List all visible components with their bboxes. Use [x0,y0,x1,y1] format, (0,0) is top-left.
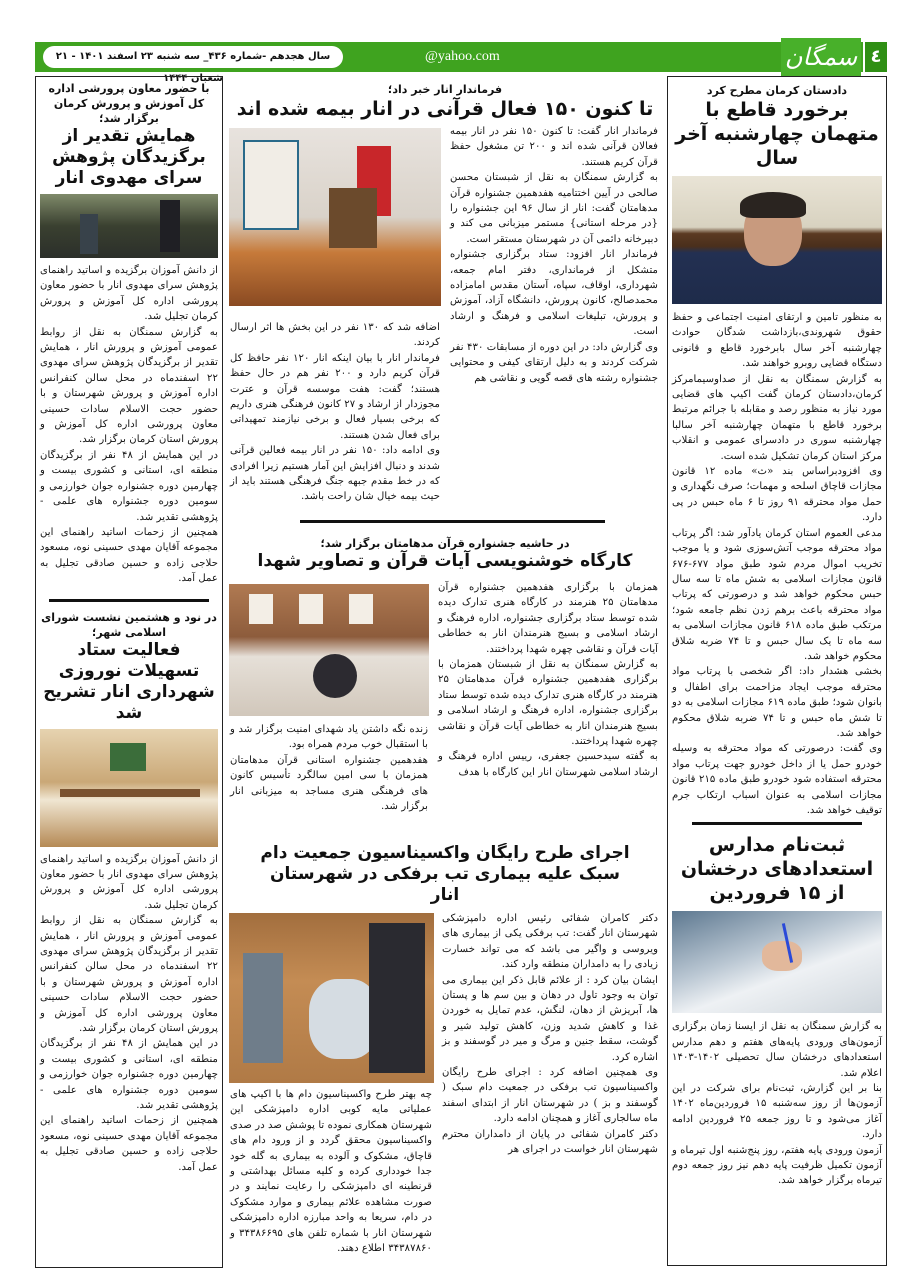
article-body-left [226,1087,436,1256]
divider [692,822,862,825]
article-headline: برخورد قاطع با متهمان چهارشنبه آخر سال [675,99,879,169]
paragraph: به گزارش سمنگان به نقل از روابط عمومی آموزش و پرورش انار ، همایش تقدیر از برگزیدگان پژوهش سرای مهدوی ۲۲ اسفندماه در محل سالن کنفرانس اداره آموزش و پرورش شهرستان و با حضور حجت الاسلام سادات حسینی معاون پرورشی اداره کل آموزش و پرورش استان کرمان برگزار شد. [40,326,218,446]
article-body [36,263,222,587]
page-number: ٤ [863,42,887,72]
paragraph: همچنین از زحمات اساتید راهنمای این مجموعه آقایان مهدی حسینی نوه، مسعود حلاجی زاده و حسین صادقی تجلیل به عمل آمد. [40,1115,218,1173]
paragraph: چه بهتر طرح واکسیناسیون دام ها با اکیپ های عملیاتی مایه کوبی اداره دامپزشکی این شهرستان همکاری نموده تا پوشش صد در صدی واکسیناسیون محقق گردد و از ورود دام های قاچاق، مشکوک و آلوده به بیماری به گله خود جدا خودداری کرده و کلیه مسائل بهداشتی و قرنطینه ای دامپزشکی را رعایت نمایند و در صورت مشاهده علائم بیماری و موارد مشکوک در دام، سریعا به واحد مبارزه اداره دامپزشکی شهرستان انار با شماره تلفن های ۳۴۳۸۶۶۹۵ و ۳۴۳۸۷۸۶۰ اطلاع دهند. [230,1089,432,1255]
article-headline: ثبت‌نام مدارس استعدادهای درخشان از ۱۵ فروردین [680,834,874,905]
paragraph: فرماندار انار افزود: ستاد برگزاری جشنواره متشکل از فرمانداری، دفتر امام جمعه، شهرداری، اوقاف، سپاه، آستان مقدس امامزاده محمدصالح، کانون پرورش، دانشگاه آزاد، آموزش و پرورش، تبلیغات اسلامی و فرهنگ و ارشاد است. [450,249,658,338]
article-calligraphy-workshop [226,530,664,830]
festival-photo [229,128,441,306]
article-kicker: در حاشیه جشنواره قرآن مدهامتان برگزار شد؛ [320,537,570,550]
masthead [35,42,887,84]
paragraph: بنا بر این گزارش، ثبت‌نام برای شرکت در این آزمون‌ها از روز سه‌شنبه ۱۵ فروردین‌ماه ۱۴۰۲ آغاز می‌شود و تا روز جمعه ۲۵ فروردین ادامه دارد. [672,1083,882,1141]
left-column [35,76,223,1268]
masthead-dateline: سال هجدهم -شماره ۴۳۶_ سه شنبه ۲۳ اسفند ۱۴۰۱ - ۲۱ شعبان ۱۴۴۴ [43,46,343,68]
masthead-email: @yahoo.com [425,49,500,64]
exam-photo [672,911,882,1013]
article-headline: کارگاه خوشنویسی آیات قرآن و تصاویر شهدا [257,551,633,571]
paragraph: در این همایش از ۴۸ نفر از برگزیدگان منطقه ای، استانی و کشوری بیست و چهارمین دوره جشنواره جوان خوارزمی و سومین دوره جشنواره های علمی - پژوهشی تقدیر شد. [40,449,218,523]
article-body-left [226,320,444,505]
paragraph: وی گفت: درصورتی که مواد محترقه به وسیله خودرو حمل یا از داخل خودرو جهت پرتاب مواد محترقه استفاده شود خودرو طبق ماده ۲۱۵ قانون مجازات اسلامی به عنوان اسباب ارتکاب جرم توقیف خواهد شد. [672,743,882,816]
article-body-right [434,580,662,780]
article-body [668,310,886,818]
newspaper-logo: سمگان [781,38,861,76]
paragraph: به گزارش سمنگان به نقل از ایسنا زمان برگزاری آزمون‌های ورودی پایه‌های هفتم و دهم مدارس استعدادهای درخشان سال تحصیلی ۱۴۰۲-۱۴۰۳ اعلام شد. [672,1021,882,1079]
paragraph: به گفته سیدحسین جعفری، رییس اداره فرهنگ و ارشاد اسلامی شهرستان انار این کارگاه با هدف [438,751,658,778]
paragraph: هفدهمین جشنواره استانی قرآن مدهامتان همزمان با سی امین سالگرد تأسیس کانون های فرهنگی هنری مساجد به میزبانی انار برگزار شد. [230,754,428,813]
paragraph: همزمان با برگزاری هفدهمین جشنواره قرآن مدهامتان ۲۵ هنرمند در کارگاه هنری تدارک دیده شده توسط ستاد برگزاری جشنواره، اداره فرهنگ و ارشاد اسلامی و بسیج هنرمندان انار به خطاطی آیات قرآن و نقاشی چهره شهدا پرداختند. [438,582,658,655]
paragraph: بخشی هشدار داد: اگر شخصی با پرتاب مواد محترقه موجب ایجاد مزاحمت برای اطفال و بانوان شود؛ طبق ماده ۶۱۹ مجازات اسلامی به دو تا شش ماه حبس و تا ۷۴ ضربه شلاق محکوم خواهد شد. [672,666,882,739]
paragraph: به گزارش سمنگان به نقل از روابط عمومی آموزش و پرورش انار ، همایش تقدیر از برگزیدگان پژوهش سرای مهدوی ۲۲ اسفندماه در محل سالن کنفرانس اداره آموزش و پرورش شهرستان و با حضور حجت الاسلام سادات حسینی معاون پرورشی اداره کل آموزش و پرورش استان کرمان برگزار شد. [40,915,218,1034]
article-research-ceremony [36,77,222,587]
article-vaccination [226,843,664,1263]
article-nowruz-facilities [36,610,222,1176]
article-kicker: در نود و هشتمین نشست شورای اسلامی شهر؛ [41,610,217,639]
right-column [667,76,887,1266]
article-headline: تا کنون ۱۵۰ فعال قرآنی در انار بیمه شده اند [236,98,654,120]
prosecutor-photo [672,176,882,304]
paragraph: به گزارش سمنگان به نقل از صداوسیمامرکز کرمان،دادستان کرمان گفت اکیپ های قضایی مورد نیاز به منظور رصد و مقابله با جرائم مرتبط برخورد قاطع با متهمان چهارشنبه آخر سالبا چهارشنبه سوری در دادسرای عمومی و انقلاب مرکز استان کرمان تشکیل شده است. [672,373,882,462]
paragraph: از دانش آموزان برگزیده و اساتید راهنمای پژوهش سرای مهدوی انار با حضور معاون پرورشی اداره کل آموزش و پرورش کرمان تجلیل شد. [40,265,218,323]
article-quran-insurance [226,76,664,506]
article-headline: همایش تقدیر از برگزیدگان پژوهش سرای مهدوی انار [52,126,206,188]
council-photo [40,729,218,847]
article-body-right [446,124,662,386]
ceremony-photo [40,194,218,258]
article-headline: فعالیت ستاد تسهیلات نوروزی شهرداری انار تشریح شد [43,639,215,723]
paragraph: به گزارش سمنگان به نقل از شبستان همزمان با برگزاری هفدهمین جشنواره قرآن مدهامتان ۲۵ هنرمند در کارگاه هنری تدارک دیده شده توسط ستاد برگزاری جشنواره، اداره فرهنگ و ارشاد اسلامی و بسیج هنرمندان انار به خطاطی آیات قرآن و نقاشی چهره شهدا پرداختند. [438,659,658,748]
divider [49,599,209,602]
paragraph: ایشان بیان کرد : از علائم قابل ذکر این بیماری می توان به وجود تاول در دهان و بین سم ها و پستان ها، آبریزش از دهان، لنگش، عدم تمایل به خوردن غذا و کاهش شدید وزن، کاهش تولید شیر و گوشت، سقط جنین و مرگ و میر در گوسفند و بز اشاره کرد. [442,974,658,1063]
paragraph: آزمون ورودی پایه هفتم، روز پنج‌شنبه اول تیرماه و آزمون تکمیل ظرفیت پایه دهم نیز روز جمعه دوم تیرماه برگزار خواهد شد. [672,1144,882,1187]
paragraph: اضافه شد که ۱۳۰ نفر در این بخش ها اثر ارسال کردند. [230,322,440,349]
paragraph: دکتر کامران شفائی در پایان از دامداران محترم شهرستان انار خواست در اجرای هر [442,1128,658,1156]
article-headline: اجرای طرح رایگان واکسیناسیون جمعیت دام سبک علیه بیماری تب برفکی در شهرستان انار [260,843,630,905]
divider [300,520,605,523]
article-body [36,852,222,1176]
paragraph: از دانش آموزان برگزیده و اساتید راهنمای پژوهش سرای مهدوی انار با حضور معاون پرورشی اداره کل آموزش و پرورش کرمان تجلیل شد. [40,853,218,911]
paragraph: وی افزودبراساس بند «ث» ماده ۱۲ قانون مجازات قاچاق اسلحه و مهمات؛ صرف نگهداری و حمل مواد محترقه ۹۱ روز تا ۶ ماه حبس در پی دارد. [672,466,882,524]
paragraph: در این همایش از ۴۸ نفر از برگزیدگان منطقه ای، استانی و کشوری بیست و چهارمین دوره جشنواره جوان خوارزمی و سومین دوره جشنواره های علمی - پژوهشی تقدیر شد. [40,1038,218,1112]
workshop-photo [229,584,429,716]
article-gifted-schools [668,833,886,1188]
paragraph: وی ادامه داد: ۱۵۰ نفر در انار بیمه فعالین قرآنی شدند و دنبال افزایش این آمار هستیم زیرا افرادی که در خط مقدم جبهه جنگ فرهنگی هستند باید از حیث بیمه خیال شان راحت باشد. [230,445,440,503]
paragraph: زنده نگه داشتن یاد شهدای امنیت برگزار شد و با استقبال خوب مردم همراه بود. [230,724,428,751]
article-body-left [226,722,432,814]
paragraph: فرماندار انار گفت: تا کنون ۱۵۰ نفر در انار بیمه فعالان قرآنی شده اند و ۲۰۰ تن مشغول حفظ قرآن کریم هستند. [450,126,658,168]
article-kicker: دادستان کرمان مطرح کرد [706,84,848,97]
vaccination-photo [229,913,434,1083]
article-body [668,1019,886,1188]
article-prosecutor [668,77,886,818]
paragraph: وی همچنین اضافه کرد : اجرای طرح رایگان واکسیناسیون تب برفکی در جمعیت دام سبک ( گوسفند و بز ) در شهرستان انار از ابتدای اسفند ماه سالجاری آغاز و همچنان ادامه دارد. [442,1067,658,1125]
paragraph: وی گزارش داد: در این دوره از مسابقات ۴۳۰ نفر شرکت کردند و به دلیل ارتقای کیفی و محتوایی جشنواره رشته های قصه گویی و نقاشی هم [450,341,658,384]
paragraph: به منظور تامین و ارتقای امنیت اجتماعی و حفظ حقوق شهروندی،بازداشت شدگان حوادث چهارشنبه آخر سال بابرخورد قاطع و قانونی دستگاه قضایی روبرو خواهند شد. [672,312,882,370]
paragraph: فرماندار انار با بیان اینکه انار ۱۲۰ نفر حافظ کل قرآن کریم دارد و ۲۰۰ نفر هم در حال حفظ هستند؛ گفت: هفت موسسه قرآن و عترت مجوزدار از ارشاد و ۲۷ کانون فرهنگی هنری داریم که برخی بسیار فعال و برخی نیازمند تمهیداتی برای فعال شدن هستند. [230,352,440,441]
article-body-right [438,911,662,1158]
paragraph: همچنین از زحمات اساتید راهنمای این مجموعه آقایان مهدی حسینی نوه، مسعود حلاجی زاده و حسین صادقی تجلیل به عمل آمد. [40,526,218,585]
paragraph: مدعی العموم استان کرمان یادآور شد: اگر پرتاب مواد محترقه موجب آتش‌سوزی شود و یا موجب تخریب اموال مردم شود طبق مواد ۶۷۷-۶۷۶ قانون مجازات اسلامی به شش ماه تا سه سال حبس محکوم خواهد شد و درصورتی که پرتاب مواد محترقه باعث برهم زدن نظم جامعه شود؛ مرتکب طبق ماده ۶۱۸ قانون مجازات اسلامی به سه ماه تا یک سال حبس و تا ۷۴ ضربه شلاق محکوم خواهد شد. [672,527,882,662]
paragraph: به گزارش سمنگان به نقل از شبستان محسن صالحی در آیین اختتامیه هفدهمین جشنواره قرآن مدهامتان گفت: انار از سال ۹۶ این جشنواره را {در مرحله استانی} مستمر میزبانی می کند و دبیرخانه دائمی آن در شهرستان مستقر است. [450,172,658,245]
article-kicker: فرماندار انار خبر داد؛ [387,83,503,96]
paragraph: دکتر کامران شفائی رئیس اداره دامپزشکی شهرستان انار گفت: تب برفکی یکی از بیماری های ویروسی و واگیر می باشد که می تواند خسارت زیادی را به دامداران منطقه وارد کند. [442,913,658,971]
article-kicker: با حضور معاون پرورشی اداره کل آموزش و پرورش کرمان برگزار شد؛ [48,82,210,125]
